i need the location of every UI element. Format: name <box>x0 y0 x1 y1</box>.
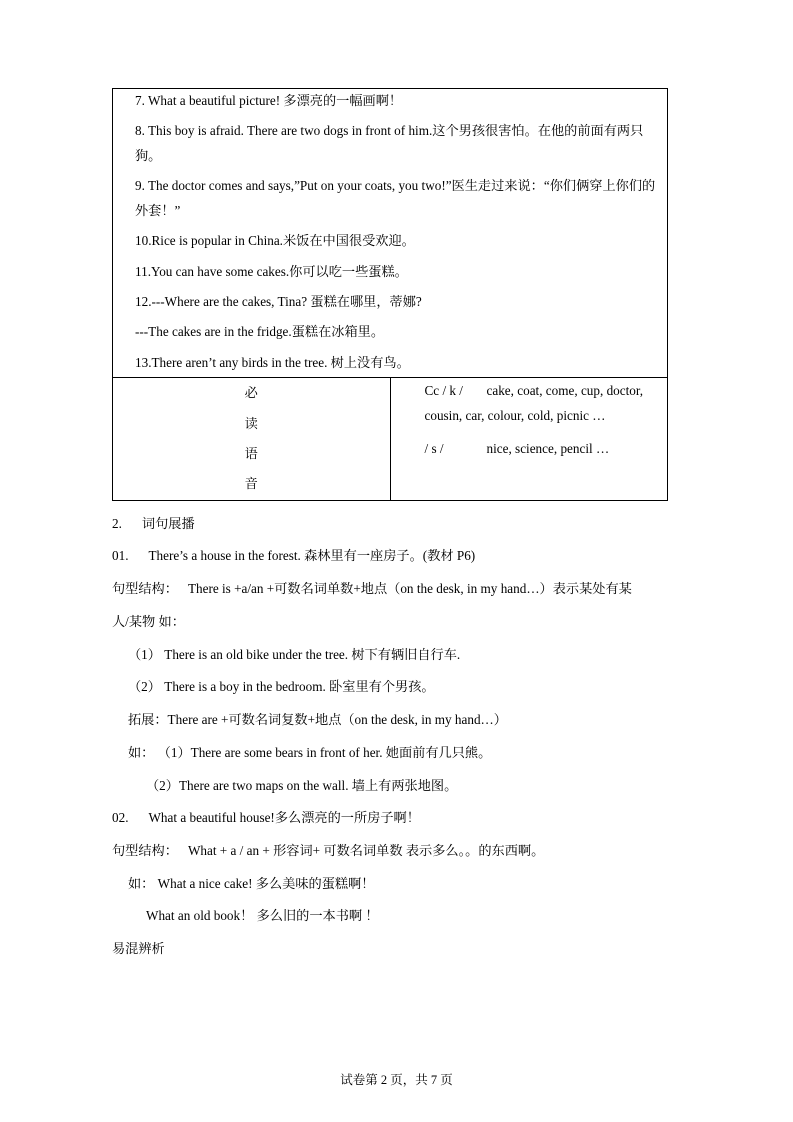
sentence-item: 13.There aren’t any birds in the tree. 树上没有鸟。 <box>135 354 410 370</box>
page-footer: 试卷第 2 页，共 7 页 <box>340 1073 453 1087</box>
body-item <box>112 838 682 864</box>
phonics-line <box>391 436 668 461</box>
row-label-char: 读 <box>244 415 258 431</box>
item-text: What + a / an + 形容词+ 可数名词单数 表示多么。。的东西啊。 <box>187 843 545 858</box>
item-text: What a beautiful house!多么漂亮的一所房子啊！ <box>148 810 420 826</box>
row-label-char: 音 <box>244 476 258 492</box>
body-item: （1） There is an old bike under the tree. 树下有辆旧自行车. <box>128 646 461 662</box>
phonics-line <box>391 378 668 428</box>
body-item: 如： What a nice cake! 多么美味的蛋糕啊！ <box>128 875 375 891</box>
phonics-words: nice, science, pencil … <box>486 441 610 457</box>
phonics-cell <box>390 378 668 500</box>
phonics-words: cake, coat, come, cup, doctor, cousin, car, colour, cold, picnic … <box>424 383 644 424</box>
item-label: 句型结构： <box>112 843 178 858</box>
body-item: 人/某物 如： <box>112 613 185 629</box>
item-text: There’s a house in the forest. 森林里有一座房子。(教材 P6) <box>148 548 476 564</box>
sentence-item: ---The cakes are in the fridge.蛋糕在冰箱里。 <box>135 324 385 340</box>
row-label-char: 语 <box>244 445 258 461</box>
item-number: 02. <box>112 810 129 826</box>
body-item <box>112 805 682 831</box>
section-title: 词句展播 <box>141 515 195 531</box>
page-content <box>112 88 682 969</box>
body-item: 易混辨析 <box>112 941 165 957</box>
phonics-symbol: Cc / k / <box>424 383 463 399</box>
body-item: 如： （1）There are some bears in front of her. 她面前有几只熊。 <box>128 744 492 760</box>
sentence-item: 9. The doctor comes and says,”Put on your coats, you two!”医生走过来说：“你们俩穿上你们的外套！” <box>135 178 656 218</box>
item-label: 句型结构： <box>112 581 178 597</box>
row-label-phonics <box>113 378 391 500</box>
body-item: What an old book！ 多么旧的一本书啊 ！ <box>146 908 379 924</box>
section-heading <box>112 511 682 537</box>
body-item <box>112 576 682 602</box>
sentence-item: 8. This boy is afraid. There are two dogs in front of him.这个男孩很害怕。在他的前面有两只狗。 <box>135 123 644 163</box>
body-item <box>112 543 682 569</box>
sentence-item: 11.You can have some cakes.你可以吃一些蛋糕。 <box>135 263 408 279</box>
body-item: （2）There are two maps on the wall. 墙上有两张地图。 <box>146 777 458 793</box>
table-row-phonics <box>113 378 668 500</box>
row-label-char: 必 <box>244 385 258 401</box>
sentence-item: 7. What a beautiful picture! 多漂亮的一幅画啊！ <box>135 93 403 108</box>
table-row-sentences <box>113 89 668 378</box>
section-number: 2. <box>112 515 122 531</box>
body-item: （2） There is a boy in the bedroom. 卧室里有个男孩。 <box>128 679 435 695</box>
body-item: 拓展：There are +可数名词复数+地点（on the desk, in my hand…） <box>128 712 507 728</box>
sentence-item: 10.Rice is popular in China.米饭在中国很受欢迎。 <box>135 233 415 249</box>
phonics-symbol: / s / <box>424 441 444 457</box>
sentences-cell <box>113 89 668 378</box>
sentence-item: 12.---Where are the cakes, Tina? 蛋糕在哪里，蒂娜? <box>135 293 422 309</box>
notes-table <box>112 88 668 501</box>
body-section <box>112 511 682 962</box>
item-text: There is +a/an +可数名词单数+地点（on the desk, in my hand…）表示某处有某 <box>187 581 632 597</box>
item-number: 01. <box>112 548 129 564</box>
